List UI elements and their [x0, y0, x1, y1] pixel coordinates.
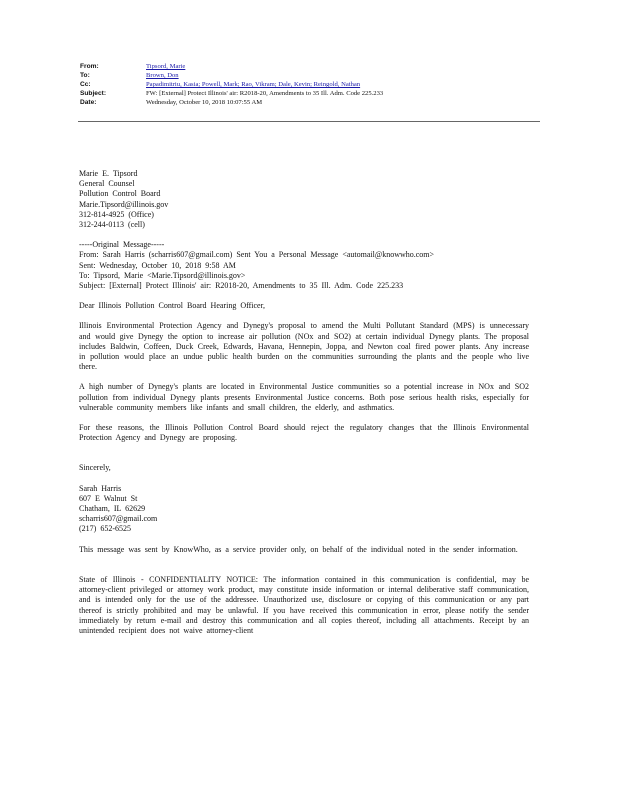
sender-email[interactable]: scharris607@gmail.com: [79, 514, 158, 524]
sig-email[interactable]: Marie.Tipsord@illinois.gov: [79, 199, 169, 209]
to-link[interactable]: Brown, Don: [146, 72, 179, 79]
sender-name: Sarah Harris: [79, 483, 122, 493]
date-value: Wednesday, October 10, 2018 10:07:55 AM: [146, 99, 263, 106]
from-link[interactable]: Tipsord, Marie: [146, 63, 186, 70]
sig-org: Pollution Control Board: [79, 189, 161, 199]
original-sent: Sent: Wednesday, October 10, 2018 9:58 AM: [79, 260, 236, 270]
from-label: From:: [80, 63, 99, 70]
to-label: To:: [80, 72, 90, 79]
cc-row: [80, 80, 540, 89]
subject-value: FW: [External] Protect Illinois' air: R2018-20, Amendments to 35 Ill. Adm. Code 225.233: [146, 90, 384, 97]
sender-phone: (217) 652-6525: [79, 524, 131, 534]
original-subject: Subject: [External] Protect Illinois' air: R2018-20, Amendments to 35 Ill. Adm. Code 225.233: [79, 281, 404, 291]
email-body: [79, 169, 529, 636]
from-row: [80, 62, 540, 71]
to-row: [80, 71, 540, 80]
sender-street: 607 E Walnut St: [79, 493, 138, 503]
sender-city: Chatham, IL 62629: [79, 504, 146, 514]
paragraph-1: Illinois Environmental Protection Agency and Dynegy's proposal to amend the Multi Pollutant Standard (MPS) is unnecessary and would give Dynegy the option to increase air pollution (NOx and SO2) at certain individual Dynegy plants. The proposal includes Baldwin, Coffeen, Duck Creek, Edwards, Havana, Hennepin, Joppa, and Newton coal fired power plants. Any increase in pollution would place an undue public health burden on the communities surrounding the plants and the people who live there.: [79, 321, 529, 372]
paragraph-2: A high number of Dynegy's plants are located in Environmental Justice communities so a potential increase in NOx and SO2 pollution from individual Dynegy plants presents Environmental Justice concerns. Both pose serious health risks, especially for vulnerable community members like infants and small children, the elderly, and asthmatics.: [79, 382, 529, 412]
sig-title: General Counsel: [79, 179, 135, 189]
paragraph-3: For these reasons, the Illinois Pollution Control Board should reject the regulatory changes that the Illinois Environmental Protection Agency and Dynegy are proposing.: [79, 423, 529, 443]
email-header: [80, 62, 540, 107]
cc-links[interactable]: Papadimitriu, Kasia; Powell, Mark; Rao, Vikram; Dale, Kevin; Reingold, Nathan: [146, 81, 361, 88]
header-divider: [78, 121, 540, 122]
knowwho-footer: This message was sent by KnowWho, as a service provider only, on behalf of the individual noted in the sender information.: [79, 544, 518, 554]
subject-row: [80, 89, 540, 98]
date-label: Date:: [80, 99, 97, 106]
original-divider: -----Original Message-----: [79, 240, 165, 250]
sig-name: Marie E. Tipsord: [79, 169, 138, 178]
greeting: Dear Illinois Pollution Control Board Hearing Officer,: [79, 301, 265, 311]
original-to: To: Tipsord, Marie <Marie.Tipsord@illinois.gov>: [79, 270, 246, 280]
closing: Sincerely,: [79, 463, 111, 473]
subject-label: Subject:: [80, 90, 107, 97]
original-from: From: Sarah Harris (scharris607@gmail.com) Sent You a Personal Message <automail@knowwho.com>: [79, 250, 435, 260]
confidentiality-notice: State of Illinois - CONFIDENTIALITY NOTICE: The information contained in this communication is confidential, may be attorney-client privileged or attorney work product, may constitute inside information or internal deliberative staff communication, and is intended only for the use of the addressee. Unauthorized use, disclosure or copying of this communication or any part thereof is strictly prohibited and may be unlawful. If you have received this communication in error, please notify the sender immediately by return e-mail and destroy this communication and all copies thereof, including all attachments. Receipt by an unintended recipient does not waive attorney-client: [79, 574, 529, 635]
cc-label: Cc:: [80, 81, 91, 88]
sig-office: 312-814-4925 (Office): [79, 209, 154, 219]
sig-cell: 312-244-0113 (cell): [79, 220, 145, 230]
date-row: [80, 98, 540, 107]
